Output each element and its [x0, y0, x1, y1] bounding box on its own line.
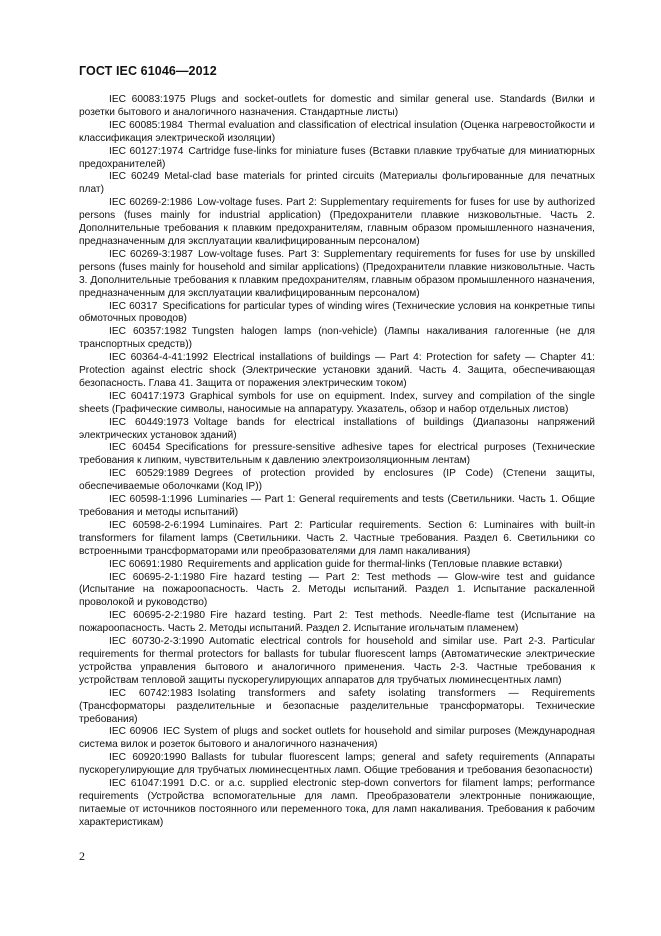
reference-item [79, 94, 595, 120]
reference-item [79, 120, 595, 146]
reference-code: IEC 60906 [109, 726, 158, 738]
reference-text: Metal-clad base materials for printed circuits (Материалы фольгированные для печатных плат) [79, 171, 595, 196]
reference-item [79, 559, 595, 572]
reference-text: Automatic electrical controls for household and similar use. Part 2-3. Particular requirements for thermal protectors for ballasts for tubular fluorescent lamps (Автоматические электрические устройства управления бытового и аналогичного применения. Часть 2-3. Частные требования к устройствам тепловой защиты пускорегулирующих аппаратов для трубчатых люминесцентных ламп) [79, 636, 595, 686]
reference-text: Luminaries — Part 1: General requirements and tests (Светильники. Часть 1. Общие требования и методы испытаний) [79, 494, 595, 518]
reference-code: IEC 60742:1983 [109, 687, 193, 699]
reference-code: IEC 60598-2-6:1994 [109, 519, 205, 531]
reference-text: D.C. or a.c. supplied electronic step-down convertors for filament lamps; performance requirements (Устройства вспомогательные для ламп. Преобразователи электронные понижающие, питаемые от источников постоянного или переменного тока, для ламп накаливания. Требования к рабочим характеристикам) [79, 778, 595, 828]
normative-references-list [79, 94, 595, 830]
reference-code: IEC 60357:1982 [109, 326, 187, 338]
reference-text: Electrical installations of buildings — Part 4: Protection for safety — Chapter 41: Protection against electric shock (Электрические установки зданий. Часть 4. Защита, обеспечивающая безопасность. Глава 41. Защита от поражения электрическим током) [79, 352, 595, 389]
reference-item [79, 391, 595, 417]
reference-text: Low-voltage fuses. Part 2: Supplementary requirements for fuses for use by authorized persons (fuses mainly for industrial application) (Предохранители плавкие низковольтные. Часть 2. Дополнительные требования к плавким предохранителям, главным образом промышленного назначения, предназначенным для эксплуатации квалифицированным персоналом) [79, 197, 595, 247]
reference-text: Voltage bands for electrical installations of buildings (Диапазоны напряжений электрических установок зданий) [79, 416, 595, 441]
reference-item [79, 610, 595, 636]
reference-text: Isolating transformers and safety isolating transformers — Requirements (Трансформаторы разделительные и безопасные разделительные трансформаторы. Технические требования) [79, 687, 595, 725]
page-number: 2 [79, 849, 85, 863]
reference-code: IEC 60269-2:1986 [109, 197, 193, 209]
reference-text: Requirements and application guide for thermal-links (Тепловые плавкие вставки) [187, 558, 563, 570]
reference-code: IEC 60127:1974 [109, 145, 184, 157]
reference-text: Thermal evaluation and classification of electrical insulation (Оценка нагревостойкости и классификация электрической изоляции) [79, 119, 595, 144]
reference-code: IEC 60417:1973 [109, 390, 185, 402]
reference-item [79, 301, 595, 327]
reference-item [79, 778, 595, 830]
reference-text: Tungsten halogen lamps (non-vehicle) (Лампы накаливания галогенные (не для транспортных средств)) [79, 326, 595, 351]
reference-code: IEC 60317 [109, 300, 158, 312]
reference-item [79, 171, 595, 197]
reference-code: IEC 60364-4-41:1992 [109, 352, 209, 364]
reference-code: IEC 60085:1984 [109, 119, 183, 131]
reference-text: Graphical symbols for use on equipment. Index, survey and compilation of the single sheets (Графические символы, наносимые на аппаратуру. Указатель, обзор и набор отдельных листов) [79, 390, 595, 415]
reference-text: Cartridge fuse-links for miniature fuses (Вставки плавкие трубчатые для миниатюрных предохранителей) [79, 145, 595, 170]
reference-item [79, 726, 595, 752]
reference-code: IEC 61047:1991 [109, 778, 185, 790]
reference-text: Low-voltage fuses. Part 3: Supplementary requirements for fuses for use by unskilled persons (fuses mainly for household and similar applications) (Предохранители плавкие низковольтные. Часть 3. Дополнительные требования к плавким предохранителям, главным образом промышленного назначения, предназначенным для эксплуатации квалифицированным персоналом) [79, 248, 596, 299]
reference-item [79, 146, 595, 172]
reference-code: IEC 60695-2-1:1980 [109, 571, 205, 583]
reference-code: IEC 60454 [109, 442, 161, 454]
reference-code: IEC 60691:1980 [109, 558, 183, 570]
reference-item [79, 326, 595, 352]
reference-text: Specifications for particular types of winding wires (Технические условия на конкретные типы обмоточных проводов) [79, 300, 595, 325]
reference-item [79, 636, 595, 688]
reference-item [79, 572, 595, 611]
reference-code: IEC 60449:1973 [109, 416, 189, 428]
reference-code: IEC 60529:1989 [109, 468, 190, 480]
reference-code: IEC 60730-2-3:1990 [109, 636, 205, 648]
reference-item [79, 417, 595, 443]
reference-item [79, 442, 595, 468]
reference-item [79, 752, 595, 778]
reference-text: Plugs and socket-outlets for domestic and similar general use. Standards (Вилки и розетки бытового и аналогичного назначения. Стандартные листы) [79, 94, 596, 118]
reference-text: Fire hazard testing — Part 2: Test methods — Glow-wire test and guidance (Испытание на пожароопасность. Часть 2. Методы испытаний. Раздел 1. Испытание раскаленной проволокой и руководство) [79, 571, 595, 609]
reference-text: Ballasts for tubular fluorescent lamps; general and safety requirements (Аппараты пускорегулирующие для трубчатых люминесцентных ламп. Общие требования и требования безопасности) [79, 752, 595, 777]
document-header: ГОСТ IEC 61046—2012 [79, 64, 217, 78]
reference-item [79, 352, 595, 391]
reference-item [79, 197, 595, 249]
reference-item [79, 520, 595, 559]
reference-item [79, 468, 595, 494]
reference-code: IEC 60083:1975 [109, 94, 186, 105]
reference-code: IEC 60695-2-2:1980 [109, 610, 206, 622]
reference-code: IEC 60249 [109, 171, 160, 183]
reference-text: Fire hazard testing. Part 2: Test methods. Needle-flame test (Испытание на пожароопасность. Часть 2. Методы испытаний. Раздел 2. Испытание игольчатым пламенем) [79, 610, 595, 635]
reference-item [79, 688, 595, 727]
reference-text: Degrees of protection provided by enclosures (IP Code) (Степени защиты, обеспечиваемые оболочками (Код IP)) [79, 468, 595, 493]
reference-text: Specifications for pressure-sensitive adhesive tapes for electrical purposes (Технические требования к липким, чувствительным к давлению электроизоляционным лентам) [79, 442, 595, 467]
reference-code: IEC 60598-1:1996 [109, 494, 193, 506]
reference-text: Luminaires. Part 2: Particular requirements. Section 6: Luminaires with built-in transformers for filament lamps (Светильники. Часть 2. Частные требования. Раздел 6. Светильники со встроенными трансформаторами или преобразователями для ламп накаливания) [79, 519, 595, 557]
reference-code: IEC 60920:1990 [109, 752, 187, 764]
reference-item [79, 249, 595, 301]
reference-text: IEC System of plugs and socket outlets for household and similar purposes (Международная система вилок и розеток бытового и аналогичного назначения) [79, 726, 595, 751]
reference-code: IEC 60269-3:1987 [109, 248, 193, 260]
reference-item [79, 494, 595, 520]
